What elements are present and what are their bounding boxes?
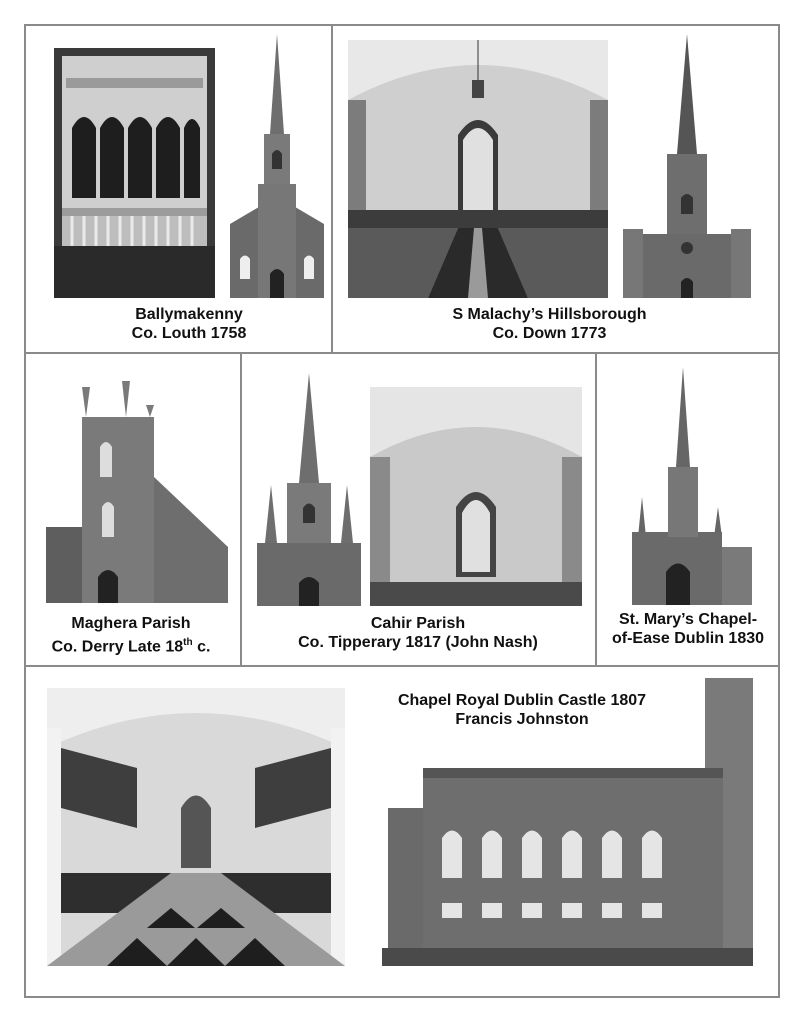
caption-chapelroyal-line2: Francis Johnston — [455, 711, 589, 728]
caption-cahir — [248, 614, 588, 652]
cahir-church-photo — [257, 373, 361, 606]
cahir-interior-photo — [370, 387, 582, 606]
caption-stmarys-line2: of-Ease Dublin 1830 — [611, 630, 765, 647]
caption-maghera-superscript: th — [183, 637, 193, 648]
caption-maghera-line2-end: c. — [192, 638, 211, 656]
caption-chapelroyal-line1: Chapel Royal Dublin Castle 1807 — [397, 692, 647, 709]
caption-stmarys — [598, 610, 778, 648]
ballymakenny-monument-photo — [54, 48, 215, 298]
caption-maghera-line2 — [26, 633, 236, 656]
stmarys-chapel-photo — [630, 367, 752, 605]
divider-row2-col-a — [240, 352, 242, 667]
caption-maghera — [26, 614, 236, 656]
divider-row2 — [24, 665, 780, 667]
caption-maghera-line1: Maghera Parish — [71, 615, 191, 632]
caption-hillsborough-line1: S Malachy’s Hillsborough — [452, 306, 647, 323]
caption-hillsborough — [348, 305, 751, 343]
caption-cahir-line2: Co. Tipperary 1817 (John Nash) — [298, 634, 538, 651]
caption-ballymakenny-line2: Co. Louth 1758 — [131, 325, 247, 342]
hillsborough-church-photo — [623, 34, 751, 298]
divider-row1-col — [331, 24, 333, 354]
divider-row2-col-b — [595, 352, 597, 667]
caption-chapelroyal — [362, 691, 682, 729]
caption-ballymakenny-line1: Ballymakenny — [135, 306, 243, 323]
caption-ballymakenny — [54, 305, 324, 343]
caption-stmarys-line1: St. Mary’s Chapel- — [618, 611, 758, 628]
maghera-church-photo — [46, 377, 228, 603]
hillsborough-interior-photo — [348, 40, 608, 298]
divider-row1 — [24, 352, 780, 354]
caption-maghera-line2-main: Co. Derry Late 18 — [51, 638, 184, 656]
caption-hillsborough-line2: Co. Down 1773 — [492, 325, 607, 342]
ballymakenny-church-photo — [230, 34, 324, 298]
caption-cahir-line1: Cahir Parish — [370, 615, 466, 632]
chapelroyal-interior-photo — [47, 688, 345, 966]
